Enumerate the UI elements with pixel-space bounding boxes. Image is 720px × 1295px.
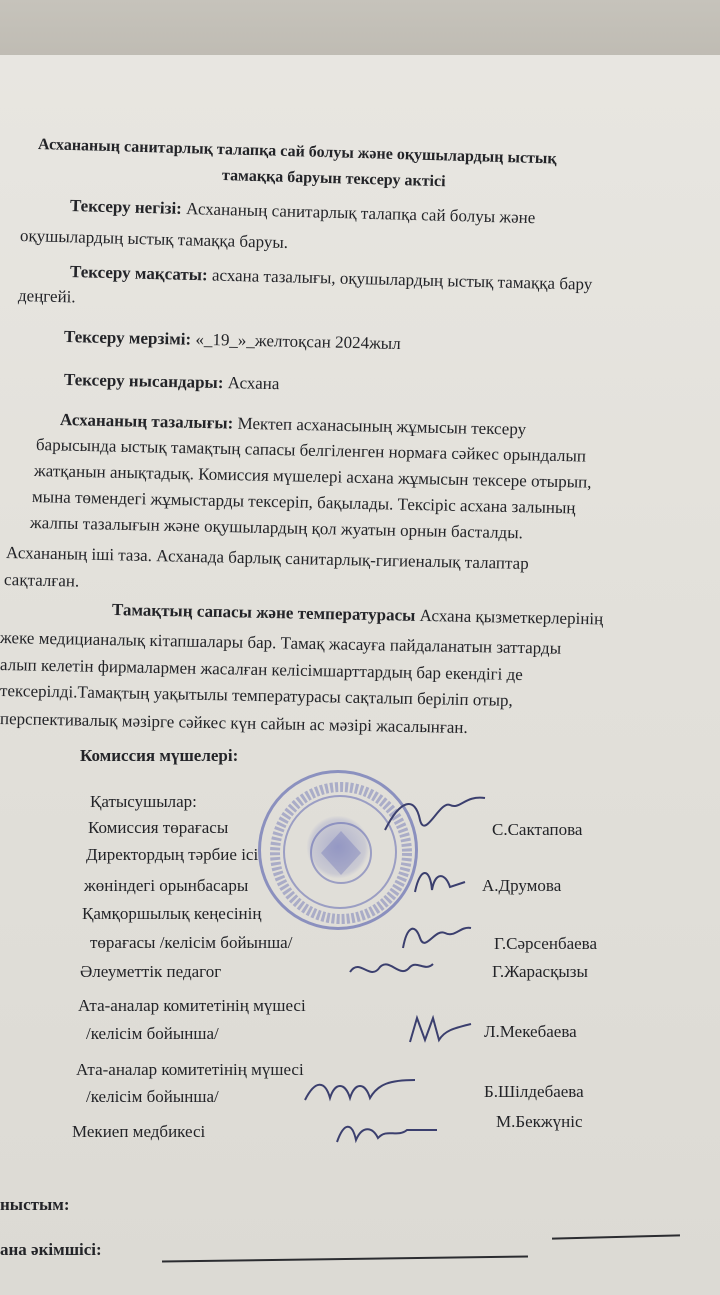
- signature-nurse: [332, 1116, 442, 1150]
- member-name-parent1: Л.Мекебаева: [484, 1022, 577, 1041]
- cleanliness-line3: жатқанын анықтадық. Комиссия мүшелері асхана жұмысын тексере отырып,: [33, 461, 592, 492]
- member-name-chair: С.Сактапова: [492, 820, 583, 839]
- quality-line1: [112, 600, 604, 629]
- purpose-text1: асхана тазалығы, оқушылардың ыстық тамаққа бару: [207, 265, 593, 294]
- signature-chair: [380, 790, 490, 840]
- basis-text1: Асхананың санитарлық талапқа сай болуы және: [181, 198, 536, 228]
- object-line: [64, 370, 280, 394]
- member-role-parent2-line1: Ата-аналар комитетінің мүшесі: [76, 1060, 304, 1079]
- member-name-deputy: А.Друмова: [482, 876, 562, 895]
- member-name-nurse: М.Бекжүніс: [496, 1112, 583, 1131]
- cleanliness-line1: [60, 410, 527, 440]
- purpose-line2: деңгейі.: [17, 286, 76, 307]
- date-label: Тексеру мерзімі:: [63, 327, 192, 349]
- signature-pedagog: [345, 952, 435, 986]
- member-name-council: Г.Сәрсенбаева: [494, 934, 598, 953]
- date-line: [64, 327, 401, 354]
- member-role-parent2-line2: /келісім бойынша/: [86, 1087, 219, 1106]
- footer-label-acquainted: ныстым:: [0, 1195, 70, 1214]
- member-role-pedagog: Әлеуметтік педагог: [80, 962, 222, 981]
- cleanliness-label: Асхананың тазалығы:: [59, 410, 234, 433]
- participants-label: Қатысушылар:: [90, 792, 197, 811]
- quality-line2: жеке медицианалық кітапшалары бар. Тамақ жасауға пайдаланатын заттарды: [0, 628, 562, 658]
- quality-line5: перспективалық мәзірге сәйкес күн сайын ас мәзірі жасалынған.: [0, 709, 468, 737]
- member-role-nurse: Мекиеп медбикесі: [72, 1122, 206, 1141]
- signature-parent1: [405, 1010, 475, 1050]
- admin-date-line: [552, 1234, 680, 1239]
- member-role-council-line2: төрағасы /келісім бойынша/: [90, 933, 293, 952]
- quality-line3: алып келетін фирмалармен жасалған келісімшарттардың бар екендігі де: [0, 655, 523, 685]
- cleanliness-text1: Мектеп асханасының жұмысын тексеру: [233, 413, 527, 439]
- cleanliness-line5: жалпы тазалығын және оқушылардың қол жуатын орнын басталды.: [29, 513, 524, 543]
- document-title-line2: тамаққа баруын тексеру актісі: [221, 167, 446, 191]
- object-label: Тексеру нысандары:: [63, 370, 224, 393]
- member-role-council-line1: Қамқоршылық кеңесінің: [82, 904, 262, 923]
- cleanliness-line7: сақталған.: [3, 570, 80, 591]
- member-role-parent1-line1: Ата-аналар комитетінің мүшесі: [78, 996, 306, 1015]
- member-name-pedagog: Г.Жарасқызы: [492, 962, 588, 981]
- admin-signature-line: [162, 1255, 528, 1262]
- member-role-chair: Комиссия төрағасы: [88, 818, 229, 837]
- object-text: Асхана: [223, 373, 280, 394]
- quality-text1: Асхана қызметкерлерінің: [415, 605, 604, 629]
- cleanliness-line2: барысында ыстық тамақтың сапасы белгіленген нормаға сәйкес орындалып: [35, 435, 587, 466]
- member-role-parent1-line2: /келісім бойынша/: [86, 1024, 219, 1043]
- commission-heading: Комиссия мүшелері:: [80, 746, 239, 765]
- signature-deputy: [410, 862, 470, 902]
- basis-line2: оқушылардың ыстық тамаққа баруы.: [19, 226, 289, 253]
- basis-line1: [70, 196, 536, 228]
- footer-label-admin: ана әкімшісі:: [0, 1240, 102, 1259]
- signature-parent2: [300, 1070, 420, 1114]
- date-text: «_19_»_желтоқсан 2024жыл: [190, 329, 401, 354]
- quality-label: Тамақтың сапасы және температурасы: [111, 600, 416, 625]
- basis-label: Тексеру негізі:: [69, 196, 183, 218]
- quality-line4: тексерілді.Тамақтың уақытылы температурасы сақталып беріліп отыр,: [0, 681, 513, 710]
- purpose-line1: [70, 262, 593, 295]
- member-role-deputy-line1: Директордың тәрбие ісі: [86, 845, 259, 864]
- member-role-deputy-line2: жөніндегі орынбасары: [84, 876, 249, 895]
- document-title-line1: Асхананың санитарлық талапқа сай болуы және оқушылардың ыстық: [37, 136, 557, 168]
- cleanliness-line4: мына төмендегі жұмыстарды тексеріп, бақылады. Тексіріс асхана залының: [31, 487, 576, 518]
- member-name-parent2: Б.Шілдебаева: [484, 1082, 584, 1101]
- cleanliness-line6: Асхананың іші таза. Асханада барлық санитарлық-гигиеналық талаптар: [5, 543, 529, 573]
- purpose-label: Тексеру мақсаты:: [69, 262, 208, 285]
